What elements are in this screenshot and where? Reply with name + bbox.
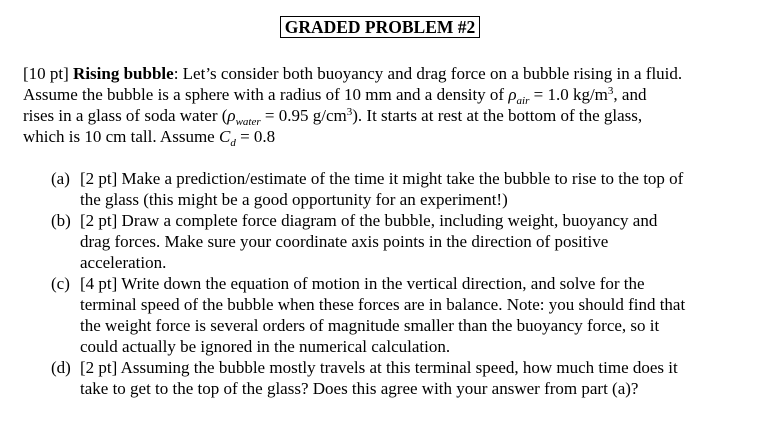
intro-line-2: Assume the bubble is a sphere with a radius of 10 mm and a density of $\rho_{air} = 1.0$ $kg/m^3$, and bbox=[23, 85, 647, 107]
problem-heading: Rising bubble bbox=[73, 64, 174, 83]
intro-line-1: [10 pt] Rising bubble: Let’s consider both buoyancy and drag force on a bubble rising in a fluid. bbox=[23, 64, 683, 83]
points-label: [10 pt] bbox=[23, 64, 69, 83]
subquestion-a: (a) [2 pt] Make a prediction/estimate of the time it might take the bubble to rise to the top of the glass (this might be a good opportunity for an experiment!) bbox=[51, 169, 684, 209]
problem-intro bbox=[23, 63, 748, 147]
problem-title: GRADED PROBLEM #2 bbox=[280, 16, 480, 38]
subquestion-marker: (b) bbox=[51, 211, 71, 230]
subquestion-marker: (a) bbox=[51, 169, 70, 188]
intro-line-3: rises in a glass of soda water ($\rho_{water} = 0.95$ $g/cm^3$). It starts at rest at the bottom of the glass, bbox=[23, 106, 643, 128]
rho-symbol: ρ bbox=[508, 85, 517, 104]
subquestion-b: (b) [2 pt] Draw a complete force diagram of the bubble, including weight, buoyancy and drag forces. Make sure your coordinate axis points in the direction of positive acceleration. bbox=[51, 211, 658, 272]
intro-line-4: which is 10 cm tall. Assume $C_d = 0.8$ bbox=[23, 127, 276, 149]
subquestion-list bbox=[51, 168, 741, 399]
subquestion-marker: (d) bbox=[51, 358, 71, 377]
subquestion-c: (c) [4 pt] Write down the equation of motion in the vertical direction, and solve for the terminal speed of the bubble when these forces are in balance. Note: you should find that the weight force is several orders of magnitude smaller than the buoyancy force, so it could actually be ignored in the numerical calculation. bbox=[51, 274, 686, 356]
subquestion-marker: (c) bbox=[51, 274, 70, 293]
subquestion-d: (d) [2 pt] Assuming the bubble mostly travels at this terminal speed, how much time does it take to get to the top of the glass? Does this agree with your answer from part (a)? bbox=[51, 358, 678, 398]
